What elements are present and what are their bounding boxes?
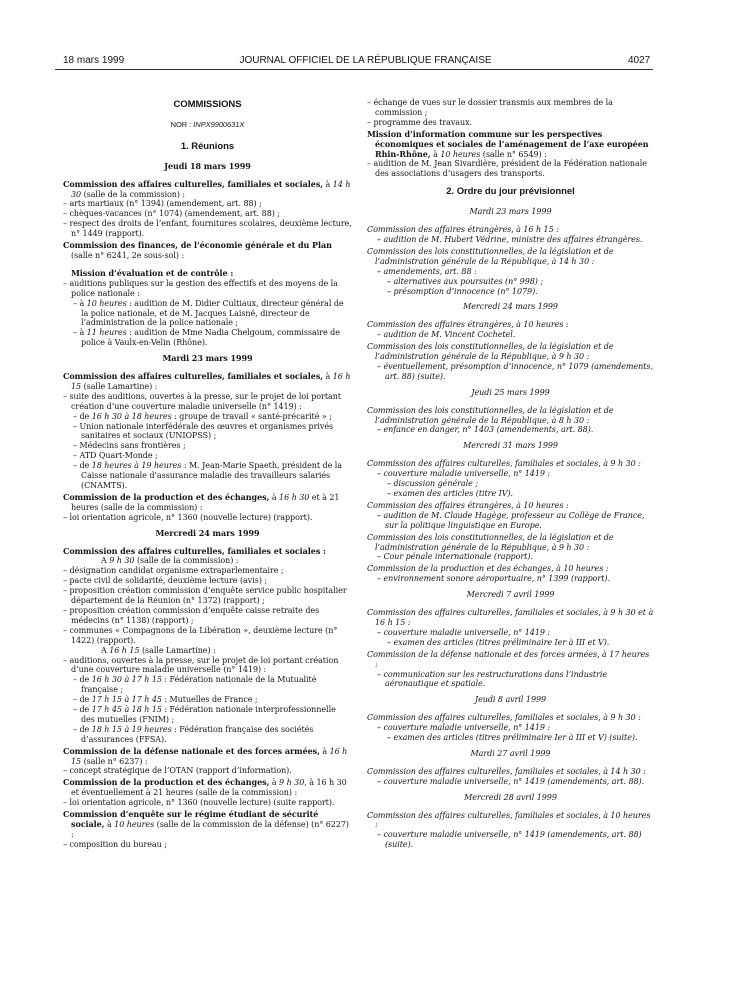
- agenda-item: – auditions publiques sur la gestion des effectifs et des moyens de la police nationale :: [63, 278, 338, 298]
- commission-entry: [63, 547, 352, 557]
- agenda-item: – couverture maladie universelle, n° 1419 (amendements, art. 88) (suite).: [377, 830, 642, 850]
- page-number: 4027: [628, 55, 651, 66]
- commission-name: Commission de la production et des échanges,: [63, 777, 270, 788]
- entry-time: 10 heures: [440, 149, 481, 159]
- commission-entry: Commission de la production et des échanges, à 10 heures :: [367, 564, 609, 574]
- commission-entry: Commission des affaires étrangères, à 10 heures :: [367, 500, 569, 510]
- agenda-item: – éventuellement, présomption d’innocence, n° 1079 (amendements, art. 88) (suite).: [377, 361, 653, 381]
- entry-time: 16 h 15: [71, 746, 348, 766]
- agenda-item: – chèques-vacances (n° 1074) (amendement, art. 88) ;: [63, 209, 280, 219]
- entry-time: 10 heures: [114, 820, 155, 829]
- agenda-item: – présomption d’innocence (n° 1079).: [387, 286, 538, 296]
- commission-entry: Commission de la défense nationale et des forces armées, à 17 heures :: [367, 649, 650, 669]
- date-heading: Jeudi 25 mars 1999: [471, 387, 550, 397]
- agenda-item: – couverture maladie universelle, n° 1419 (amendements, art. 88).: [377, 776, 645, 786]
- agenda-item: – désignation candidat organisme extraparlementaire ;: [63, 566, 284, 576]
- commission-entry: Commission des affaires étrangères, à 16 h 15 :: [367, 225, 559, 235]
- right-top-blocks: [367, 98, 654, 179]
- item-lead: – à: [73, 328, 87, 338]
- item-text: : Fédération nationale interprofessionnelle des mutuelles (FNIM) ;: [81, 705, 336, 724]
- agenda-item: [63, 328, 352, 348]
- commission-name: Commission des finances, de l’économie générale et du Plan: [63, 240, 332, 251]
- agenda-item: [63, 695, 352, 705]
- journal-title: JOURNAL OFFICIEL DE LA RÉPUBLIQUE FRANÇAISE: [239, 55, 492, 66]
- item-time: 16 h 30 à 18 heures: [91, 411, 172, 421]
- agenda-item: – suite des auditions, ouvertes à la presse, sur le projet de loi portant création d’une couverture maladie universelle (n° 1419) :: [63, 391, 341, 411]
- commission-name: Mission d’information commune sur les perspectives économiques et sociales de l’aménagement de l’axe européen Rhin-Rhône,: [367, 128, 649, 159]
- item-text: : Fédération nationale de la Mutualité française ;: [81, 675, 317, 695]
- agenda-item: [63, 299, 352, 329]
- entry-time: 16 h 30: [279, 492, 310, 502]
- agenda-item: – loi orientation agricole, n° 1360 (nouvelle lecture) (rapport).: [63, 512, 313, 522]
- date-heading: Mardi 27 avril 1999: [470, 748, 551, 758]
- commission-entry: [63, 372, 352, 392]
- item-time: 16 h 15: [109, 645, 140, 655]
- agenda-item: – examen des articles (titres préliminaire Ier à III et V) (suite).: [387, 733, 638, 743]
- entry-time: 14 h 30: [71, 179, 351, 199]
- nor-label: NOR :: [170, 119, 192, 129]
- agenda-item: – ATD Quart-Monde ;: [73, 451, 158, 461]
- agenda-item: – alternatives aux poursuites (n° 998) ;: [387, 276, 543, 286]
- agenda-item: – amendements, art. 88 :: [377, 266, 477, 276]
- agenda-item: – composition du bureau ;: [63, 839, 167, 849]
- item-text: : Mutuelles de France ;: [161, 695, 258, 705]
- entry-text: (salle n° 6549) :: [480, 149, 547, 159]
- commission-entry: [63, 747, 352, 767]
- entry-text: à: [269, 778, 280, 788]
- commission-entry: Commission des lois constitutionnelles, de la législation et de l’administration générale de la République, à 9 h 30 :: [367, 532, 614, 552]
- item-time: 18 h 15 à 19 heures: [91, 724, 172, 734]
- item-text: : M. Jean-Marie Spaeth, président de la Caisse nationale d’assurance maladie des travailleurs salariés (CNAMTS).: [81, 461, 343, 490]
- right-column: [367, 98, 654, 850]
- item-lead: – de: [73, 461, 92, 471]
- nor-line: [63, 120, 352, 130]
- entry-text: à: [323, 372, 333, 382]
- commission-name: Commission de la production et des échanges,: [63, 491, 270, 502]
- entry-text: (salle n° 6237) :: [81, 756, 148, 766]
- entry-text: (salle n° 6241, 2e sous-sol) :: [71, 250, 185, 260]
- nor-value: INPX9900631X: [193, 119, 245, 129]
- item-text: : Fédération française des sociétés d’assurances (FFSA).: [81, 724, 314, 744]
- date-heading: Mercredi 24 mars 1999: [463, 302, 558, 312]
- commission-entry: Commission des affaires culturelles, familiales et sociales, à 9 h 30 et à 16 h 15 :: [367, 608, 654, 627]
- agenda-item: – communes « Compagnons de la Libération », deuxième lecture (n° 1422) (rapport).: [63, 625, 338, 645]
- item-lead: A: [101, 556, 110, 566]
- agenda-item: – communication sur les restructurations dans l’industrie aéronautique et spatiale.: [377, 669, 608, 689]
- header-rule: [55, 69, 653, 70]
- agenda-item: [63, 412, 352, 422]
- right-blocks: [367, 207, 654, 850]
- agenda-item: [63, 705, 352, 725]
- agenda-item: – couverture maladie universelle, n° 1419 :: [377, 627, 551, 637]
- agenda-item: – audition de M. Hubert Védrine, ministre des affaires étrangères.: [377, 234, 643, 244]
- commission-name: Commission de la défense nationale et des forces armées,: [63, 745, 320, 756]
- agenda-item: – examen des articles (titres préliminaire Ier à III et V).: [387, 637, 610, 647]
- agenda-item: – environnement sonore aéroportuaire, n° 1399 (rapport).: [377, 574, 610, 584]
- agenda-item: – discussion générale ;: [387, 479, 478, 489]
- entry-text: et à 21 heures (salle de la commission) :: [71, 492, 340, 512]
- agenda-item: – échange de vues sur le dossier transmis aux membres de la commission ;: [367, 98, 613, 117]
- date-heading: Mardi 23 mars 1999: [162, 353, 253, 364]
- agenda-item: – programme des travaux.: [367, 117, 473, 127]
- item-text: : audition de M. Didier Cultiaux, directeur général de la police nationale, et de M. Jacques Laisné, directeur de l’administration de la police nationale ;: [81, 298, 344, 328]
- entry-text: , à 16 h 30 et éventuellement à 21 heures (salle de la commission) :: [71, 778, 347, 798]
- agenda-item: – Médecins sans frontières ;: [73, 441, 186, 451]
- item-text: : groupe de travail « santé-précarité » ;: [171, 411, 332, 421]
- commission-entry: [367, 130, 654, 160]
- agenda-item: – Cour pénale internationale (rapport).: [377, 552, 533, 562]
- agenda-item: – examen des articles (titre IV).: [387, 489, 514, 498]
- left-column: [63, 98, 352, 850]
- item-text: (salle de la commission) :: [134, 556, 239, 566]
- entry-text: à: [430, 149, 441, 159]
- item-lead: – de: [73, 675, 92, 685]
- date-heading: Mercredi 7 avril 1999: [466, 590, 555, 600]
- section-ordre-du-jour: 2. Ordre du jour prévisionnel: [446, 186, 575, 198]
- agenda-item: – couverture maladie universelle, n° 1419 :: [377, 469, 551, 479]
- agenda-item: – respect des droits de l’enfant, fournitures scolaires, deuxième lecture, n° 1449 (rapport).: [63, 219, 352, 239]
- commission-entry: Commission des lois constitutionnelles, de la législation et de l’administration générale de la République, à 8 h 30 :: [367, 405, 614, 425]
- agenda-item: – couverture maladie universelle, n° 1419 :: [377, 723, 551, 733]
- commission-entry: [63, 493, 352, 513]
- agenda-item: – audition de M. Jean Sivardière, président de la Fédération nationale des associations d’usagers des transports.: [367, 159, 647, 179]
- item-time: 10 heures: [86, 298, 127, 308]
- item-lead: A: [101, 645, 110, 655]
- section-reunions: 1. Réunions: [180, 140, 235, 152]
- date-heading: Mardi 23 mars 1999: [469, 207, 552, 217]
- agenda-item: [63, 461, 352, 491]
- commission-entry: [63, 180, 352, 200]
- item-time: 17 h 15 à 17 h 45: [91, 695, 162, 705]
- header-date: 18 mars 1999: [63, 55, 125, 66]
- agenda-item: – concept stratégique de l’OTAN (rapport d’information).: [63, 766, 292, 776]
- item-text: (salle Lamartine) :: [139, 645, 216, 655]
- commission-entry: Commission des affaires culturelles, familiales et sociales, à 9 h 30 :: [367, 459, 641, 469]
- entry-time: 9 h 30: [279, 778, 305, 788]
- entry-text: (salle de la commission de la défense) (n° 6227) :: [71, 820, 349, 839]
- date-heading: Mercredi 28 avril 1999: [464, 792, 557, 802]
- agenda-item: – pacte civil de solidarité, deuxième lecture (avis) ;: [63, 576, 268, 586]
- session-time: [63, 556, 352, 566]
- agenda-item: – proposition création commission d’enquête service public hospitalier département de la Réunion (n° 1372) (rapport) ;: [63, 586, 347, 606]
- commission-name: Commission d’enquête sur le régime étudiant de sécurité sociale,: [63, 809, 319, 829]
- agenda-item: – enfance en danger, n° 1403 (amendements, art. 88).: [377, 425, 594, 435]
- item-time: 18 heures à 19 heures: [91, 461, 182, 471]
- item-time: 9 h 30: [109, 556, 135, 566]
- item-lead: – à: [73, 298, 87, 308]
- commission-name: Commission des affaires culturelles, familiales et sociales,: [63, 371, 324, 382]
- item-lead: – de: [73, 724, 92, 734]
- entry-text: (salle Lamartine) :: [81, 381, 158, 391]
- item-time: 11 heures: [86, 328, 127, 338]
- agenda-item: [63, 725, 352, 745]
- agenda-item: [63, 675, 352, 695]
- mission-heading: Mission d’évaluation et de contrôle :: [71, 267, 234, 278]
- item-lead: – de: [73, 705, 92, 715]
- item-text: : audition de Mme Nadia Chelgoum, commissaire de police à Vaulx-en-Velin (Rhône).: [81, 328, 340, 348]
- item-time: 16 h 30 à 17 h 15: [91, 675, 162, 685]
- left-blocks: [63, 162, 352, 850]
- commission-entry: [63, 778, 352, 798]
- agenda-item: – arts martiaux (n° 1394) (amendement, art. 88) ;: [63, 199, 262, 209]
- commission-entry: Commission des affaires culturelles, familiales et sociales, à 14 h 30 :: [367, 766, 646, 776]
- item-time: 17 h 45 à 18 h 15: [91, 705, 162, 715]
- commissions-title: COMMISSIONS: [173, 99, 242, 110]
- entry-text: à: [319, 746, 330, 756]
- entry-text: à: [269, 492, 280, 502]
- date-heading: Jeudi 8 avril 1999: [474, 695, 547, 705]
- commission-name: Commission des affaires culturelles, familiales et sociales :: [63, 545, 326, 556]
- date-heading: Mercredi 24 mars 1999: [155, 527, 260, 538]
- commission-entry: Commission des affaires culturelles, familiales et sociales, à 10 heures :: [367, 810, 651, 830]
- agenda-item: – proposition création commission d’enquête caisse retraite des médecins (n° 1138) (rapport) ;: [63, 605, 320, 625]
- date-heading: Jeudi 18 mars 1999: [164, 160, 251, 171]
- commission-entry: [63, 810, 352, 840]
- date-heading: Mercredi 31 mars 1999: [463, 441, 558, 451]
- entry-text: (salle de la commission) :: [81, 189, 186, 199]
- item-lead: – de: [73, 695, 92, 705]
- session-time: [63, 646, 352, 656]
- agenda-item: – Union nationale interfédérale des œuvres et organismes privés sanitaires et sociaux (UNIOPSS) ;: [73, 421, 334, 441]
- commission-entry: Commission des affaires culturelles, familiales et sociales, à 9 h 30 :: [367, 713, 641, 723]
- commission-entry: Commission des affaires étrangères, à 10 heures :: [367, 320, 569, 330]
- agenda-item: – loi orientation agricole, n° 1360 (nouvelle lecture) (suite rapport).: [63, 798, 335, 808]
- commission-entry: Commission des lois constitutionnelles, de la législation et de l’administration générale de la République, à 9 h 30 :: [367, 342, 614, 362]
- entry-time: 16 h 15: [71, 372, 351, 391]
- agenda-item: – audition de M. Claude Hagège, professeur au Collège de France, sur la politique linguistique en Europe.: [377, 510, 645, 530]
- agenda-item: – audition de M. Vincent Cochetel.: [377, 330, 516, 340]
- item-lead: – de: [73, 411, 92, 421]
- commission-name: Commission des affaires culturelles, familiales et sociales,: [63, 178, 324, 189]
- commission-entry: Commission des lois constitutionnelles, de la législation et de l’administration générale de la République, à 14 h 30 :: [367, 246, 614, 266]
- entry-text: à: [323, 179, 333, 189]
- entry-text: à: [104, 820, 115, 829]
- commission-entry: [63, 241, 352, 261]
- agenda-item: – auditions, ouvertes à la presse, sur le projet de loi portant création d’une couverture maladie universelle (n° 1419) :: [63, 655, 339, 675]
